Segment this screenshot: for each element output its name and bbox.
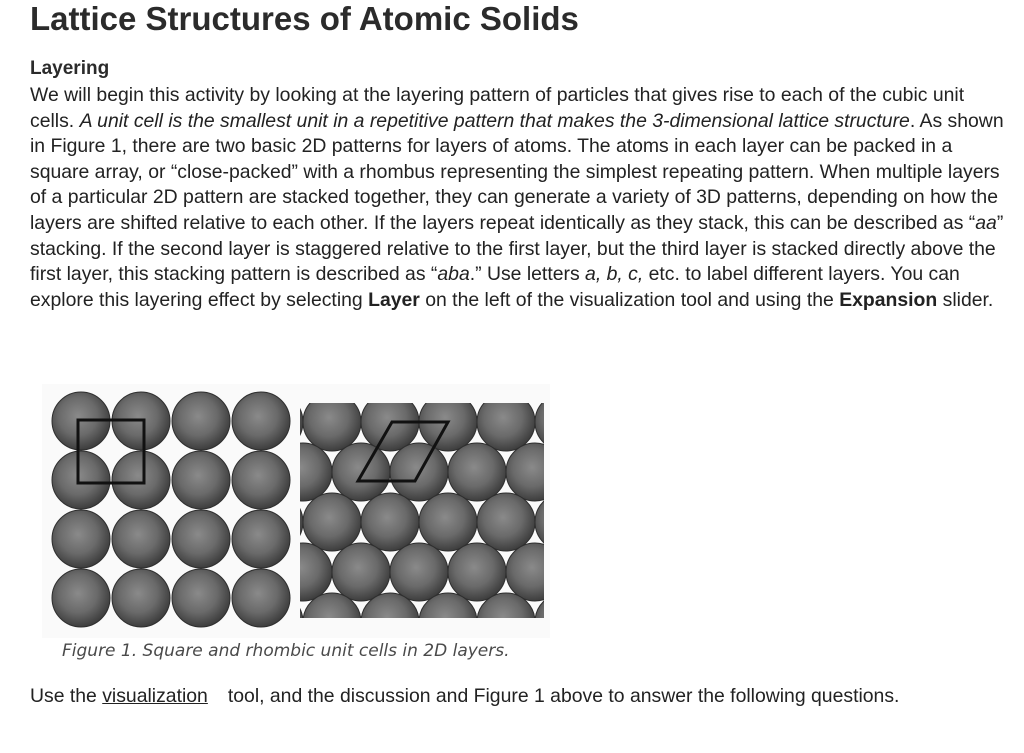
- section-heading-layering: Layering: [30, 58, 110, 79]
- atom: [52, 451, 110, 509]
- visualization-link[interactable]: visualization: [102, 685, 208, 707]
- figure-1: [42, 384, 550, 638]
- figure-caption: Figure 1. Square and rhombic unit cells in 2D layers.: [62, 641, 510, 661]
- atom: [172, 392, 230, 450]
- aba-term: aba: [437, 263, 470, 286]
- closing-text-2: tool, and the discussion and Figure 1 above to answer the following questions.: [227, 685, 900, 707]
- atom: [232, 451, 290, 509]
- atom: [232, 569, 290, 627]
- atom: [448, 443, 506, 501]
- atom: [232, 392, 290, 450]
- unit-cell-definition: A unit cell is the smallest unit in a repetitive pattern that makes the 3-dimensional lattice structure: [79, 109, 910, 132]
- atom: [303, 493, 361, 551]
- atom: [535, 393, 550, 451]
- atom: [232, 510, 290, 568]
- figure-1-illustration: [42, 384, 550, 638]
- atom: [477, 493, 535, 551]
- intro-text-6: on the left of the visualization tool and using the: [419, 288, 840, 311]
- intro-text-3: ” stacking. If the second layer is staggered relative to the first layer, but the third layer is stacked directly above the first layer, this stacking pattern is described as “: [30, 211, 1004, 286]
- aa-term: aa: [975, 211, 997, 234]
- atom: [112, 451, 170, 509]
- page-title: Lattice Structures of Atomic Solids: [30, 0, 579, 37]
- intro-text-5: etc. to label different layers. You can explore this layering effect by selecting: [30, 263, 960, 311]
- square-packed-layer: [52, 392, 290, 627]
- close-packed-layer: [245, 393, 550, 638]
- atom: [506, 543, 550, 601]
- atom: [112, 510, 170, 568]
- intro-text-4: .” Use letters: [469, 263, 586, 286]
- closing-paragraph: [30, 684, 990, 710]
- layer-option-label: Layer: [368, 288, 420, 311]
- atom: [332, 543, 390, 601]
- atom: [535, 493, 550, 551]
- atom: [332, 443, 390, 501]
- atom: [448, 543, 506, 601]
- atom: [172, 451, 230, 509]
- atom: [52, 510, 110, 568]
- atom: [172, 569, 230, 627]
- atom: [477, 393, 535, 451]
- intro-text-7: slider.: [937, 288, 994, 311]
- layer-letters: a, b, c,: [585, 263, 644, 286]
- atom: [390, 543, 448, 601]
- intro-text-2: . As shown in Figure 1, there are two basic 2D patterns for layers of atoms. The atoms in each layer can be packed in a square array, or “close-packed” with a rhombus representing the simplest repeating pattern. When multiple layers of a particular 2D pattern are stacked together, they can generate a variety of 3D patterns, depending on how the layers are shifted relative to each other. If the layers repeat identically as they stack, this can be described as “: [30, 109, 1004, 234]
- atom: [112, 569, 170, 627]
- intro-text-1: We will begin this activity by looking at the layering pattern of particles that gives rise to each of the cubic unit cells.: [30, 84, 965, 132]
- atom: [303, 393, 361, 451]
- atom: [506, 443, 550, 501]
- atom: [361, 493, 419, 551]
- intro-paragraph: [30, 83, 1005, 313]
- expansion-slider-label: Expansion: [839, 288, 938, 311]
- atom: [52, 569, 110, 627]
- atom: [172, 510, 230, 568]
- atom: [419, 493, 477, 551]
- closing-text-1: Use the: [30, 685, 103, 707]
